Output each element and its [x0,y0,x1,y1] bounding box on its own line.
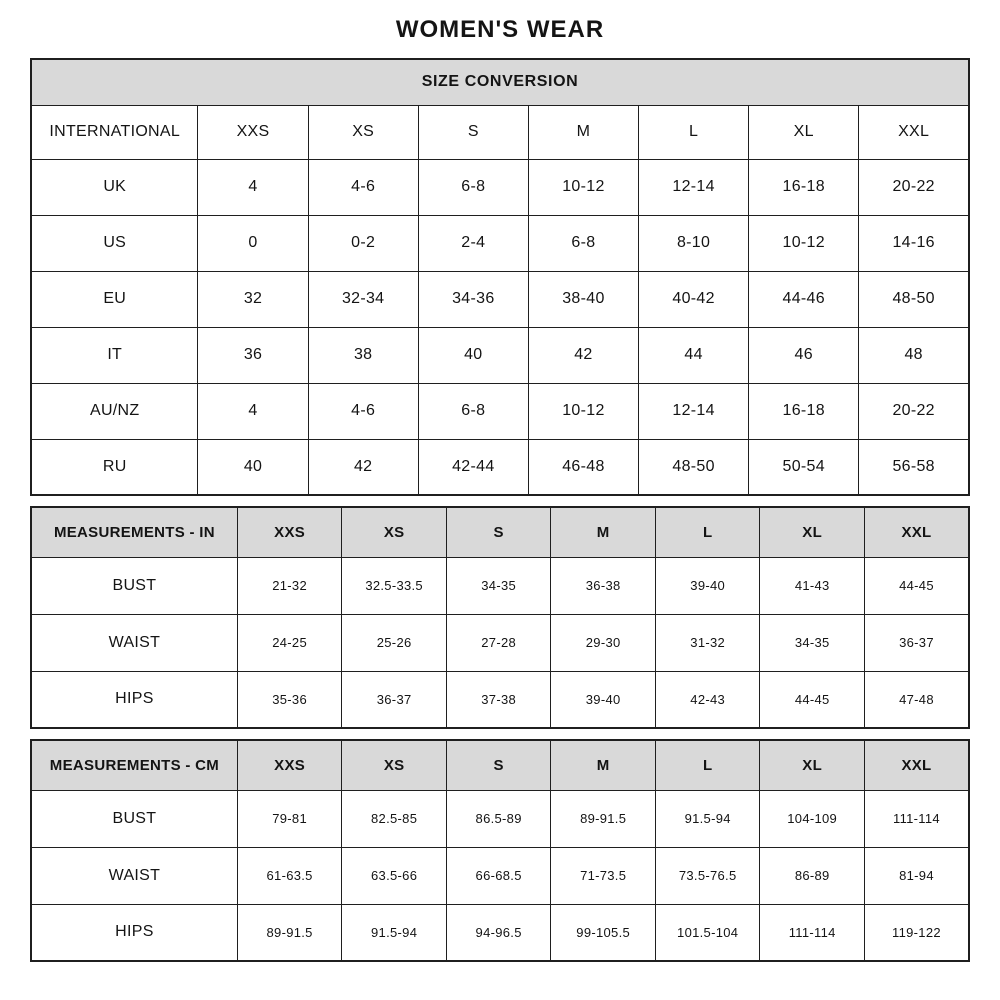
cell-value: 66-68.5 [446,847,551,904]
measurements-in-column-header: L [655,507,760,557]
cell-value: 46-48 [528,439,638,495]
cell-value: 36-38 [551,557,656,614]
measurements-in-column-header: XXS [237,507,342,557]
cell-value: 0-2 [308,215,418,271]
cell-value: 86-89 [760,847,865,904]
cell-value: 6-8 [418,159,528,215]
page-title: WOMEN'S WEAR [395,16,605,43]
table-row [31,847,969,904]
size-conversion-column-header: XXS [198,105,308,159]
measurements-in-table [30,506,970,729]
cell-value: 56-58 [859,439,969,495]
cell-value: 20-22 [859,159,969,215]
cell-value: 44-45 [864,557,969,614]
cell-value: 12-14 [639,383,749,439]
size-conversion-column-header: XL [749,105,859,159]
size-conversion-row-label: EU [31,271,198,327]
measurements-cm-column-header: XXS [237,740,342,790]
table-row [31,614,969,671]
cell-value: 36 [198,327,308,383]
cell-value: 29-30 [551,614,656,671]
size-conversion-title-row [31,59,969,105]
cell-value: 16-18 [749,159,859,215]
table-row [31,159,969,215]
cell-value: 71-73.5 [551,847,656,904]
table-row [31,439,969,495]
table-row [31,790,969,847]
cell-value: 79-81 [237,790,342,847]
measurements-cm-column-header: XS [342,740,447,790]
cell-value: 4-6 [308,383,418,439]
cell-value: 10-12 [528,159,638,215]
measurements-in-column-header: MEASUREMENTS - IN [31,507,237,557]
size-conversion-column-header: INTERNATIONAL [31,105,198,159]
table-row [31,271,969,327]
cell-value: 91.5-94 [655,790,760,847]
measurements-in-row-label: WAIST [31,614,237,671]
cell-value: 12-14 [639,159,749,215]
cell-value: 48-50 [859,271,969,327]
size-conversion-column-header: L [639,105,749,159]
measurements-in-column-header: S [446,507,551,557]
size-conversion-row-label: RU [31,439,198,495]
measurements-cm-column-header: MEASUREMENTS - CM [31,740,237,790]
size-conversion-column-header: S [418,105,528,159]
table-row [31,215,969,271]
measurements-cm-row-label: WAIST [31,847,237,904]
size-conversion-row-label: UK [31,159,198,215]
measurements-cm-column-header: S [446,740,551,790]
size-conversion-row-label: IT [31,327,198,383]
size-conversion-column-header: XS [308,105,418,159]
cell-value: 38 [308,327,418,383]
cell-value: 81-94 [864,847,969,904]
measurements-in-row-label: HIPS [31,671,237,728]
cell-value: 39-40 [655,557,760,614]
cell-value: 24-25 [237,614,342,671]
measurements-cm-column-header: XXL [864,740,969,790]
cell-value: 32.5-33.5 [342,557,447,614]
cell-value: 8-10 [639,215,749,271]
cell-value: 42-44 [418,439,528,495]
measurements-in-column-header-row [31,507,969,557]
measurements-in-column-header: M [551,507,656,557]
cell-value: 111-114 [760,904,865,961]
cell-value: 48 [859,327,969,383]
measurements-cm-column-header: M [551,740,656,790]
cell-value: 42 [308,439,418,495]
cell-value: 34-35 [760,614,865,671]
cell-value: 21-32 [237,557,342,614]
cell-value: 73.5-76.5 [655,847,760,904]
measurements-cm-column-header-row [31,740,969,790]
cell-value: 40 [418,327,528,383]
cell-value: 91.5-94 [342,904,447,961]
cell-value: 37-38 [446,671,551,728]
cell-value: 41-43 [760,557,865,614]
cell-value: 20-22 [859,383,969,439]
cell-value: 48-50 [639,439,749,495]
cell-value: 119-122 [864,904,969,961]
cell-value: 42 [528,327,638,383]
cell-value: 25-26 [342,614,447,671]
cell-value: 4-6 [308,159,418,215]
cell-value: 6-8 [528,215,638,271]
cell-value: 50-54 [749,439,859,495]
cell-value: 86.5-89 [446,790,551,847]
cell-value: 10-12 [528,383,638,439]
measurements-cm-column-header: L [655,740,760,790]
cell-value: 99-105.5 [551,904,656,961]
size-conversion-column-header: XXL [859,105,969,159]
measurements-cm-body [31,790,969,961]
size-conversion-column-header-row [31,105,969,159]
cell-value: 32 [198,271,308,327]
cell-value: 44 [639,327,749,383]
cell-value: 39-40 [551,671,656,728]
cell-value: 0 [198,215,308,271]
cell-value: 104-109 [760,790,865,847]
measurements-cm-table [30,739,970,962]
cell-value: 16-18 [749,383,859,439]
cell-value: 6-8 [418,383,528,439]
size-conversion-table [30,58,970,496]
measurements-in-column-header: XXL [864,507,969,557]
cell-value: 32-34 [308,271,418,327]
cell-value: 4 [198,159,308,215]
cell-value: 14-16 [859,215,969,271]
cell-value: 38-40 [528,271,638,327]
cell-value: 101.5-104 [655,904,760,961]
cell-value: 4 [198,383,308,439]
cell-value: 35-36 [237,671,342,728]
size-conversion-body [31,159,969,495]
cell-value: 111-114 [864,790,969,847]
table-row [31,383,969,439]
cell-value: 10-12 [749,215,859,271]
cell-value: 2-4 [418,215,528,271]
cell-value: 31-32 [655,614,760,671]
cell-value: 44-45 [760,671,865,728]
cell-value: 89-91.5 [237,904,342,961]
measurements-in-row-label: BUST [31,557,237,614]
cell-value: 44-46 [749,271,859,327]
size-conversion-title: SIZE CONVERSION [31,59,969,105]
cell-value: 46 [749,327,859,383]
measurements-cm-row-label: HIPS [31,904,237,961]
cell-value: 47-48 [864,671,969,728]
table-row [31,904,969,961]
measurements-cm-row-label: BUST [31,790,237,847]
cell-value: 82.5-85 [342,790,447,847]
size-conversion-row-label: US [31,215,198,271]
measurements-cm-column-header: XL [760,740,865,790]
cell-value: 36-37 [342,671,447,728]
table-row [31,671,969,728]
table-row [31,327,969,383]
size-conversion-column-header: M [528,105,638,159]
cell-value: 61-63.5 [237,847,342,904]
measurements-in-column-header: XS [342,507,447,557]
cell-value: 40 [198,439,308,495]
cell-value: 89-91.5 [551,790,656,847]
cell-value: 36-37 [864,614,969,671]
cell-value: 40-42 [639,271,749,327]
cell-value: 34-36 [418,271,528,327]
measurements-in-column-header: XL [760,507,865,557]
measurements-in-body [31,557,969,728]
cell-value: 27-28 [446,614,551,671]
cell-value: 94-96.5 [446,904,551,961]
cell-value: 63.5-66 [342,847,447,904]
cell-value: 34-35 [446,557,551,614]
cell-value: 42-43 [655,671,760,728]
size-conversion-row-label: AU/NZ [31,383,198,439]
table-row [31,557,969,614]
